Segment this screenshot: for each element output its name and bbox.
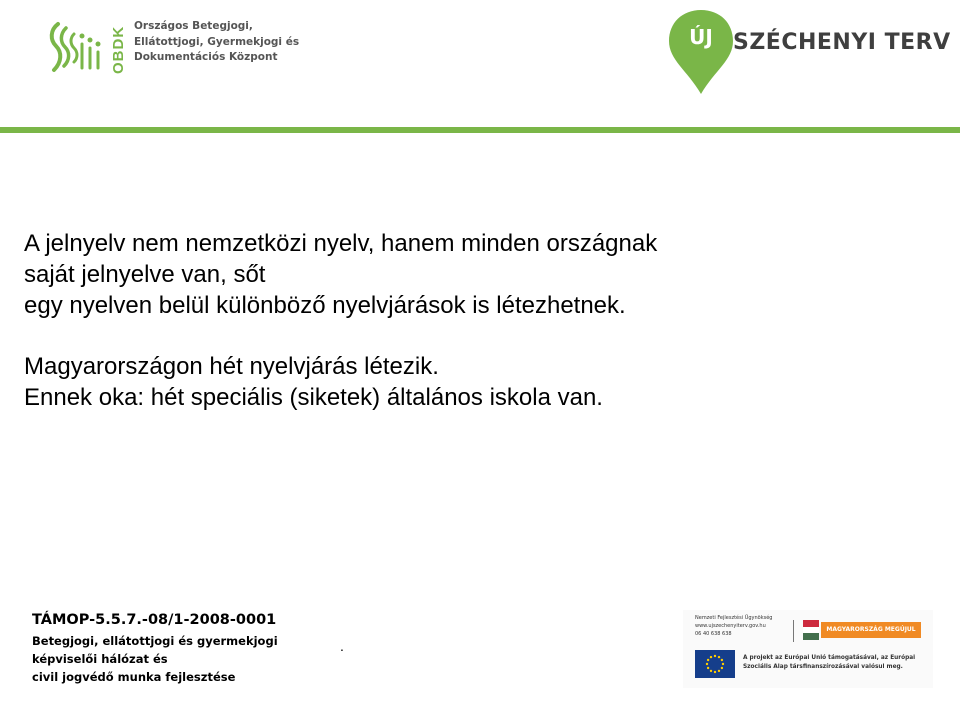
text-line: egy nyelven belül különböző nyelvjárások is létezhetnek. [24,292,626,319]
agency-line: www.ujszechenyiterv.gov.hu [695,623,766,629]
obdk-logo [44,16,300,84]
slide-content [24,228,944,413]
eu-funding-text [743,654,915,672]
header-divider [0,127,960,133]
project-line: Betegjogi, ellátottjogi és gyermekjogi [32,634,278,648]
agency-line: Nemzeti Fejlesztési Ügynökség [695,615,773,621]
map-pin-icon [665,8,737,96]
obdk-name [134,19,299,66]
eu-funding-line: A projekt az Európai Unió támogatásával, az Európai [743,655,916,661]
text-line: A jelnyelv nem nemzetközi nyelv, hanem minden országnak [24,230,658,257]
funding-logos [683,610,933,688]
hungarian-flag-icon [803,620,819,640]
obdk-abbreviation: OBDK [110,25,127,75]
szechenyi-title: SZÉCHENYI TERV [733,30,951,55]
paragraph-sign-language [24,228,944,321]
obdk-emblem-icon [44,16,108,80]
text-line: saját jelnyelve van, sőt [24,261,266,288]
project-info [32,612,278,686]
text-line: Magyarországon hét nyelvjárás létezik. [24,353,439,380]
project-code: TÁMOP-5.5.7.-08/1-2008-0001 [32,612,277,628]
eu-flag-icon [695,650,735,678]
project-line: civil jogvédő munka fejlesztése [32,670,236,684]
eu-funding-line: Szociális Alap társfinanszírozásával valósul meg. [743,664,903,670]
footer-dot: . [340,638,344,654]
paragraph-dialects [24,351,944,413]
szechenyi-terv-logo [665,8,951,98]
szechenyi-pin-label: ÚJ [689,25,713,49]
obdk-name-line: Ellátottjogi, Gyermekjogi és [134,35,300,48]
agency-info [695,614,772,638]
obdk-name-line: Dokumentációs Központ [134,51,278,63]
renewal-badge: MAGYARORSZÁG MEGÚJUL [821,622,921,638]
text-line: Ennek oka: hét speciális (siketek) általános iskola van. [24,384,603,411]
agency-line: 06 40 638 638 [695,631,732,637]
logo-divider [793,620,794,642]
project-line: képviselői hálózat és [32,652,168,666]
obdk-name-line: Országos Betegjogi, [134,20,253,32]
